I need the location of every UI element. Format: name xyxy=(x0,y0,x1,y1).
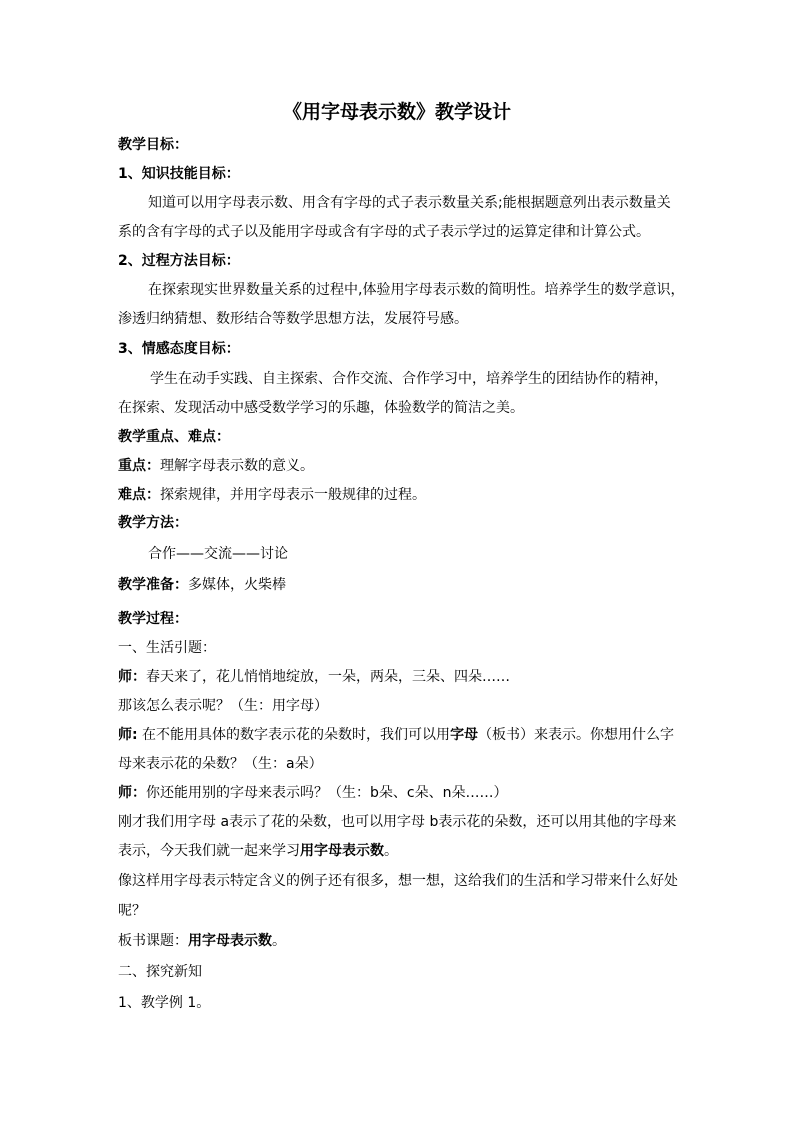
attitude-line-2: 在探索、发现活动中感受数学学习的乐趣，体验数学的简洁之美。 xyxy=(118,400,524,416)
teacher2-text-a: 在不能用具体的数字表示花的朵数时，我们可以用 xyxy=(137,727,451,743)
teacher-line-1 xyxy=(118,667,510,687)
knowledge-line-2: 系的含有字母的式子以及能用字母或含有字母的式子表示学过的运算定律和计算公式。 xyxy=(118,224,650,240)
teacher-line-2 xyxy=(118,725,674,745)
teacher3-text: 你还能用别的字母来表示吗？（生：b朵、c朵、n朵……） xyxy=(146,785,508,801)
board-bold: 用字母表示数 xyxy=(188,933,272,949)
prep-label: 教学准备： xyxy=(118,577,188,593)
process-heading: 2、过程方法目标： xyxy=(118,253,240,269)
keypoints-heading: 教学重点、难点： xyxy=(118,429,230,445)
summary-line-1: 刚才我们用字母 a表示了花的朵数，也可以用字母 b表示花的朵数，还可以用其他的字母来 xyxy=(118,814,677,830)
prep-line xyxy=(118,575,286,595)
difficulty-line xyxy=(118,485,426,505)
focus-label: 重点： xyxy=(118,458,160,474)
knowledge-heading: 1、知识技能目标： xyxy=(118,166,240,182)
knowledge-line-1: 知道可以用字母表示数、用含有字母的式子表示数量关系;能根据题意列出表示数量关 xyxy=(148,195,671,211)
prep-text: 多媒体，火柴棒 xyxy=(188,577,286,593)
summary-bold: 用字母表示数 xyxy=(300,843,384,859)
teacher2-text-b: （板书）来表示。你想用什么字 xyxy=(478,727,675,743)
teacher3-label: 师： xyxy=(118,785,146,801)
examples-line-2: 呢？ xyxy=(118,903,146,919)
how-line: 那该怎么表示呢？（生：用字母） xyxy=(118,698,328,714)
teacher-line-3 xyxy=(118,783,507,803)
summary-text-a: 表示，今天我们就一起来学习 xyxy=(118,843,300,859)
teacher1-text: 春天来了，花儿悄悄地绽放，一朵，两朵，三朵、四朵…… xyxy=(146,669,510,685)
example-1: 1、教学例 1。 xyxy=(118,995,211,1011)
attitude-heading: 3、情感态度目标： xyxy=(118,341,240,357)
board-end: 。 xyxy=(272,933,286,949)
summary-text-b: 。 xyxy=(384,843,398,859)
teacher2-bold: 字母 xyxy=(450,727,479,743)
intro-heading: 一、生活引题： xyxy=(118,640,216,656)
board-line xyxy=(118,931,286,951)
document-title: 《用字母表示数》教学设计 xyxy=(282,101,511,123)
difficulty-label: 难点： xyxy=(118,487,160,503)
teacher-line-2b: 母来表示花的朵数？（生：a朵） xyxy=(118,756,323,772)
objectives-heading: 教学目标： xyxy=(118,137,188,153)
method-text: 合作——交流——讨论 xyxy=(148,546,288,562)
focus-line xyxy=(118,456,314,476)
summary-line-2 xyxy=(118,841,398,861)
difficulty-text: 探索规律，并用字母表示一般规律的过程。 xyxy=(160,487,426,503)
process2-heading: 教学过程： xyxy=(118,611,188,627)
focus-text: 理解字母表示数的意义。 xyxy=(160,458,314,474)
teacher1-label: 师： xyxy=(118,669,146,685)
method-heading: 教学方法： xyxy=(118,515,188,531)
process-line-1: 在探索现实世界数量关系的过程中,体验用字母表示数的简明性。培养学生的数学意识， xyxy=(148,282,685,298)
process-line-2: 渗透归纳猜想、数形结合等数学思想方法，发展符号感。 xyxy=(118,311,468,327)
teacher2-label: 师: xyxy=(118,727,138,743)
explore-heading: 二、探究新知 xyxy=(118,964,202,980)
board-label: 板书课题： xyxy=(118,933,188,949)
attitude-line-1: 学生在动手实践、自主探索、合作交流、合作学习中，培养学生的团结协作的精神， xyxy=(150,371,668,387)
examples-line-1: 像这样用字母表示特定含义的例子还有很多，想一想，这给我们的生活和学习带来什么好处 xyxy=(118,873,678,889)
